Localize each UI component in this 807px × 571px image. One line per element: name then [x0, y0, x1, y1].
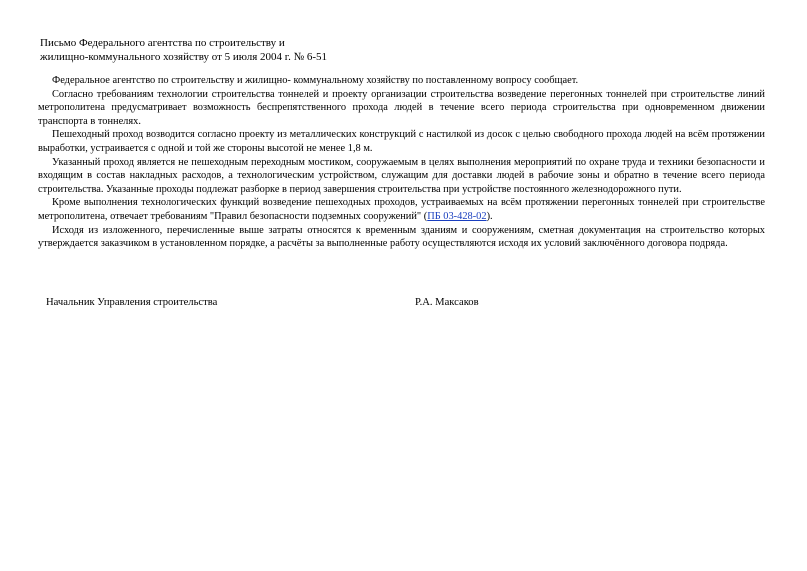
safety-rules-link[interactable]: ПБ 03-428-02	[427, 210, 487, 222]
paragraph-conclusion: Исходя из изложенного, перечисленные выше затраты относятся к временным зданиям и сооружениям, сметная документация на строительство которых утверждается заказчиком в установленном порядке, а расчёты за выполненные работу осуществляются исходя их условий заключённого договора подряда.	[38, 224, 765, 250]
document-title-line-2: жилищно-коммунального хозяйству от 5 июля 2004 г. № 6-51	[40, 51, 327, 63]
signatory-name: Р.А. Максаков	[415, 297, 479, 308]
paragraph-safety-rules	[38, 196, 765, 223]
paragraph-safety-rules-end: ).	[486, 210, 493, 222]
paragraph-technological-device: Указанный проход является не пешеходным переходным мостиком, сооружаемым в целях выполнения мероприятий по охране труда и техники безопасности и входящим в состав накладных расходов, а технологическим устройством, служащим для доставки людей в рабочие зоны и обратно в течение всего периода строительства. Указанные проходы подлежат разборке в период завершения строительства при устройстве постоянного железнодорожного пути.	[38, 156, 765, 195]
document-body	[38, 74, 765, 251]
paragraph-pedestrian-passage: Пешеходный проход возводится согласно проекту из металлических конструкций с настилкой из досок с целью свободного прохода людей на всём протяжении выработки, устраивается с одной и той же стороны высотой не менее 1,8 м.	[38, 129, 765, 154]
document-title-line-1: Письмо Федерального агентства по строительству и	[40, 37, 285, 49]
paragraph-tunnel-requirements: Согласно требованиям технологии строительства тоннелей и проекту организации строительства возведение перегонных тоннелей при строительстве линий метрополитена предусматривает возможность беспрепятственного прохода людей в течение всего периода строительства при одновременном движении транспорта в тоннелях.	[38, 88, 765, 127]
paragraph-safety-rules-text: Кроме выполнения технологических функций возведение пешеходных проходов, устраиваемых на всём протяжении перегонных тоннелей при строительстве метрополитена, отвечает требованиям "Правил безопасности подземных сооружений" (	[38, 197, 765, 222]
paragraph-intro: Федеральное агентство по строительству и жилищно- коммунальному хозяйству по поставленному вопросу сообщает.	[52, 75, 579, 86]
document-title	[40, 36, 460, 64]
signatory-position: Начальник Управления строительства	[46, 297, 218, 308]
